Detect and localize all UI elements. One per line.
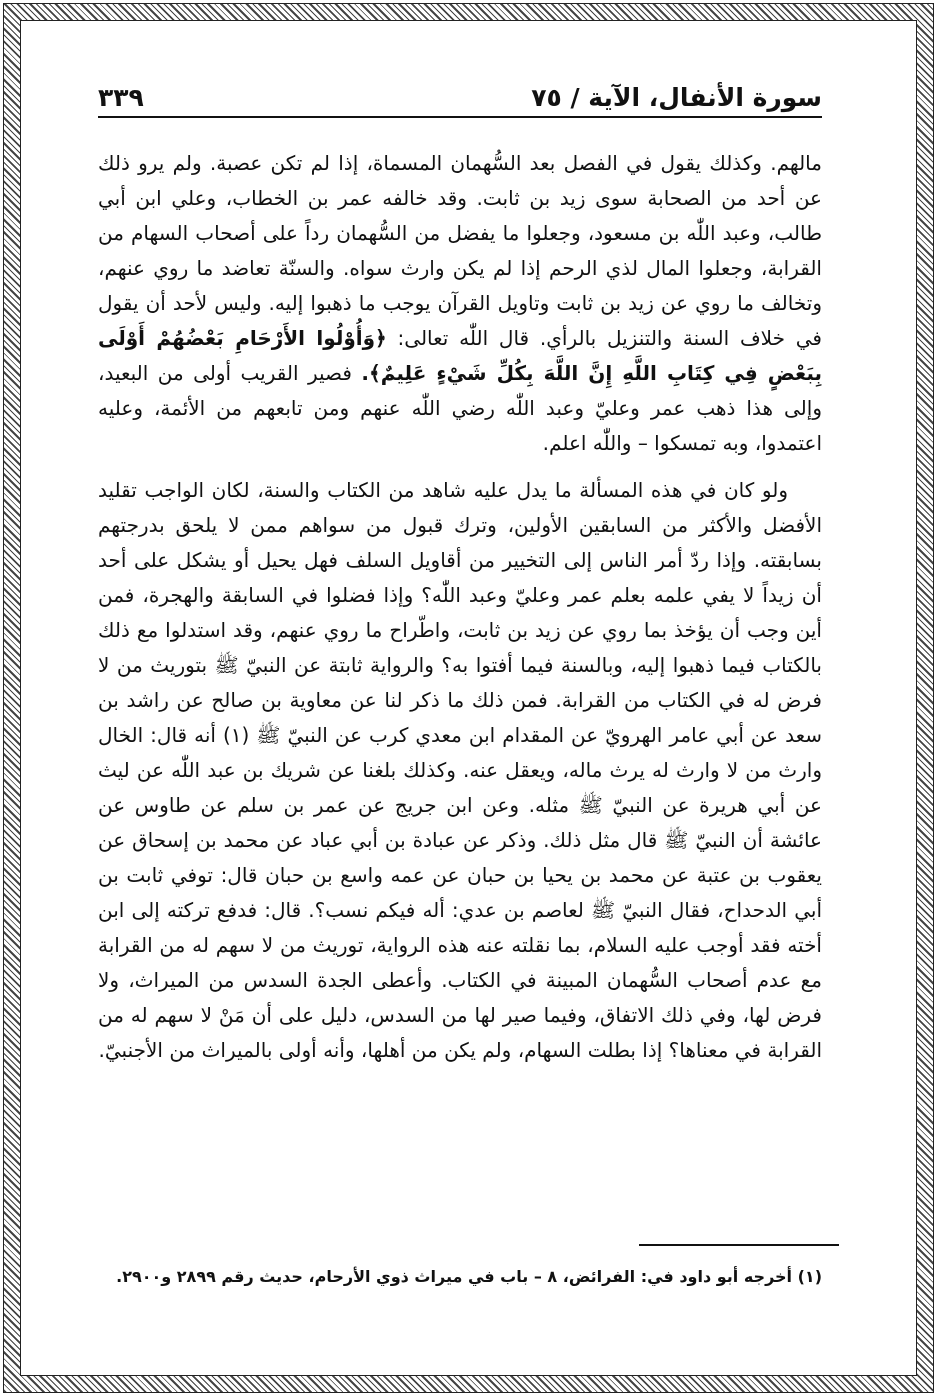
footnote: (١) أخرجه أبو داود في: الفرائض، ٨ – باب في ميراث ذوي الأرحام، حديث رقم ٢٨٩٩ و٢٩٠٠. — [116, 1267, 822, 1286]
paragraph-text: مالهم. وكذلك يقول في الفصل بعد السُّهمان المسماة، إذا لم تكن عصبة. ولم يرو ذلك عن أحد من الصحابة سوى زيد بن ثابت. وقد خالفه عمر بن الخطاب، وعلي ابن أبي طالب، وعبد اللّٰه بن مسعود، وجعلوا ما يفضل من السُّهمان رداً على أصحاب السهام من القرابة، وجعلوا المال لذي الرحم إذا لم يكن وارث سواه. والسنّة تعاضد ما روي عنهم، وتخالف ما روي عن زيد بن ثابت وتاويل القرآن يوجب ما ذهبوا إليه. وليس لأحد أن يقول في خلاف السنة والتنزيل بالرأي. قال اللّٰه تعالى: — [98, 151, 822, 350]
footnote-separator — [639, 1244, 839, 1246]
main-text — [98, 146, 822, 1068]
running-title: سورة الأنفال، الآية / ٧٥ — [531, 83, 822, 112]
paragraph-text: فصير القريب أولى من البعيد، وإلى هذا ذهب عمر وعليّ وعبد اللّٰه رضي اللّٰه عنهم ومن تابعهم من الأئمة، وعليه اعتمدوا، وبه تمسكوا – واللّٰه اعلم. — [98, 361, 822, 455]
paragraph — [98, 146, 822, 461]
paragraph: ولو كان في هذه المسألة ما يدل عليه شاهد من الكتاب والسنة، لكان الواجب تقليد الأفضل والأكثر من السابقين الأولين، وترك قبول من سواهم ممن لا يلحق بدرجتهم بسابقته. وإذا ردّ أمر الناس إلى التخيير من أقاويل السلف فهل يحيل أو يشكل على أحد أن زيداً لا يفي علمه بعلم عمر وعليّ وعبد اللّٰه؟ وإذا فضلوا في السابقة والهجرة، فمن أين وجب أن يؤخذ بما روي عن زيد بن ثابت، واطّراح ما روي عنهم، وقد استدلوا مع ذلك بالكتاب فيما ذهبوا إليه، وبالسنة فيما أفتوا به؟ والرواية ثابتة عن النبيّ ﷺ بتوريث من لا فرض له في الكتاب من القرابة. فمن ذلك ما ذكر لنا عن معاوية بن صالح عن راشد بن سعد عن أبي عامر الهرويّ عن المقدام ابن معدي كرب عن النبيّ ﷺ (١) أنه قال: الخال وارث من لا وارث له يرث ماله، ويعقل عنه. وكذلك بلغنا عن شريك بن عبد اللّٰه عن ليث عن أبي هريرة عن النبيّ ﷺ مثله. وعن ابن جريج عن عمر بن سلم عن طاوس عن عائشة أن النبيّ ﷺ قال مثل ذلك. وذكر عن عبادة بن أبي عباد عن محمد بن إسحاق عن يعقوب بن عتبة عن محمد بن يحيا بن حبان عن عمه واسع بن حبان قال: توفي ثابت بن أبي الدحداح، فقال النبيّ ﷺ لعاصم بن عدي: أله فيكم نسب؟. قال: فدفع تركته إلى ابن أخته فقد أوجب عليه السلام، بما نقلته عنه هذه الرواية، توريث من لا سهم له من القرابة مع عدم أصحاب السُّهمان المبينة في الكتاب. وأعطى الجدة السدس من الميراث، ولا فرض لها، وفي ذلك الاتفاق، وفيما صير لها من السدس، دليل على أن مَنْ لا سهم له من القرابة في معناها؟ إذا بطلت السهام، ولم يكن من أهلها، وأنه أولى بالميراث من الأجنبيّ. — [98, 478, 822, 1062]
page-header — [98, 78, 822, 118]
page-number: ٣٣٩ — [98, 83, 144, 112]
quran-verse: ﴿وَأُوْلُوا الأَرْحَامِ بَعْضُهُمْ أَوْلَى بِبَعْضٍ فِي كِتَابِ اللَّهِ إِنَّ اللَّهَ بِكُلِّ شَيْءٍ عَلِيمٌ﴾. — [98, 326, 823, 385]
